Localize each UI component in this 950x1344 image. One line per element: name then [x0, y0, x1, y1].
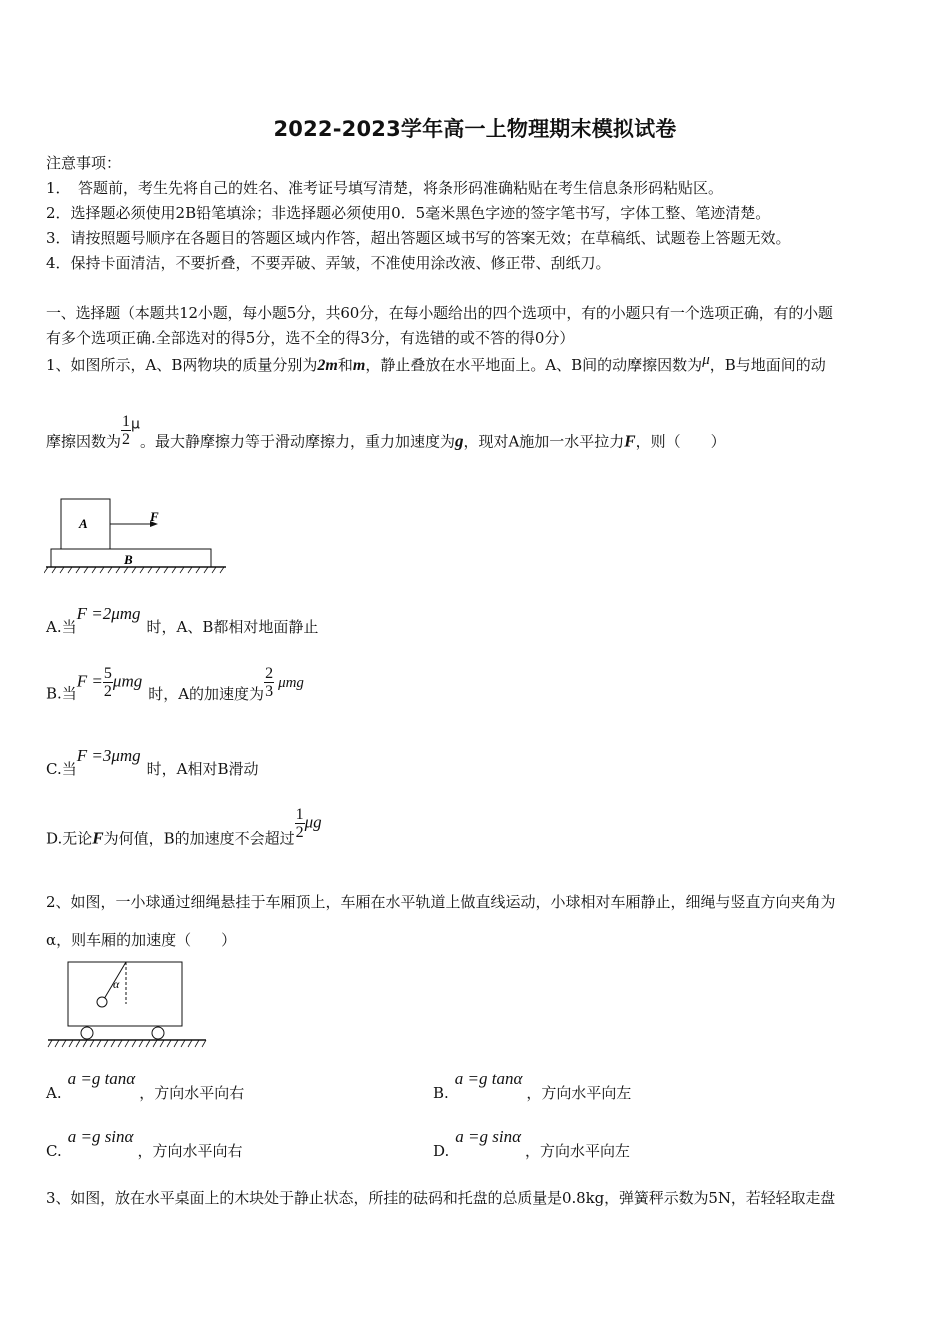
q3-stem-line1: 3、如图，放在水平桌面上的木块处于静止状态，所挂的砝码和托盘的总质量是0.8kg，弹簧秤示数为5N，若轻轻取走盘: [46, 1189, 836, 1207]
q2-option-a[interactable]: A.a =g tanα，方向水平向右: [46, 1069, 245, 1102]
q2-option-c[interactable]: C.a =g sinα，方向水平向右: [46, 1127, 243, 1160]
block-a-label: A: [79, 516, 88, 531]
notice-item: 4．保持卡面清洁，不要折叠，不要弄破、弄皱，不准使用涂改液、修正带、刮纸刀。: [46, 254, 611, 272]
notice-item: 2．选择题必须使用2B铅笔填涂；非选择题必须使用0．5毫米黑色字迹的签字笔书写，字体工整、笔迹清楚。: [46, 204, 771, 222]
q2-stem-line2: α，则车厢的加速度（ ）: [46, 931, 237, 949]
q1-figure: [44, 496, 230, 576]
force-label: F: [150, 509, 159, 524]
q1-option-d[interactable]: D.无论F为何值，B的加速度不会超过 $\frac{1}{2}$ μg: [46, 806, 322, 848]
q1-option-b[interactable]: B.当F = $\frac{5}{2}$ μmg时，A的加速度为 $\frac{2}{3}$ μmg: [46, 665, 304, 703]
block-b-label: B: [124, 552, 133, 567]
q1-stem-line2: 摩擦因数为 $\frac{1}{2}$ μ。最大静摩擦力等于滑动摩擦力，重力加速度为g，现对A施加一水平拉力F，则（ ）: [46, 413, 726, 451]
fraction-half: $\frac{1}{2}$: [122, 413, 131, 448]
angle-label: α: [113, 977, 120, 991]
q2-option-d[interactable]: D.a =g sinα，方向水平向左: [433, 1127, 631, 1160]
notice-item: 3．请按照题号顺序在各题目的答题区域内作答，超出答题区域书写的答案无效；在草稿纸、试题卷上答题无效。: [46, 229, 791, 247]
notice-item: 1． 答题前，考生先将自己的姓名、准考证号填写清楚，将条形码准确粘贴在考生信息条形码粘贴区。: [46, 179, 724, 197]
q2-option-b[interactable]: B.a =g tanα，方向水平向左: [433, 1069, 632, 1102]
q1-option-c[interactable]: C.当F =3μmg时，A相对B滑动: [46, 746, 259, 778]
notice-heading: 注意事项：: [46, 154, 122, 172]
q2-figure: [46, 958, 210, 1050]
section-heading-cont: 有多个选项正确.全部选对的得5分，选不全的得3分，有选错的或不答的得0分）: [46, 329, 575, 347]
page-title: 2022-2023学年高一上物理期末模拟试卷: [273, 117, 677, 141]
q1-option-a[interactable]: A.当F =2μmg时，A、B都相对地面静止: [46, 604, 319, 636]
q1-stem-line1: 1、如图所示，A、B两物块的质量分别为2m和m，静止叠放在水平地面上。A、B间的动摩擦因数为$^\mu$，B与地面间的动: [46, 352, 826, 374]
section-heading: 一、选择题（本题共12小题，每小题5分，共60分，在每小题给出的四个选项中，有的小题只有一个选项正确，有的小题: [46, 304, 833, 322]
q2-stem-line1: 2、如图，一小球通过细绳悬挂于车厢顶上，车厢在水平轨道上做直线运动，小球相对车厢静止，细绳与竖直方向夹角为: [46, 893, 836, 911]
